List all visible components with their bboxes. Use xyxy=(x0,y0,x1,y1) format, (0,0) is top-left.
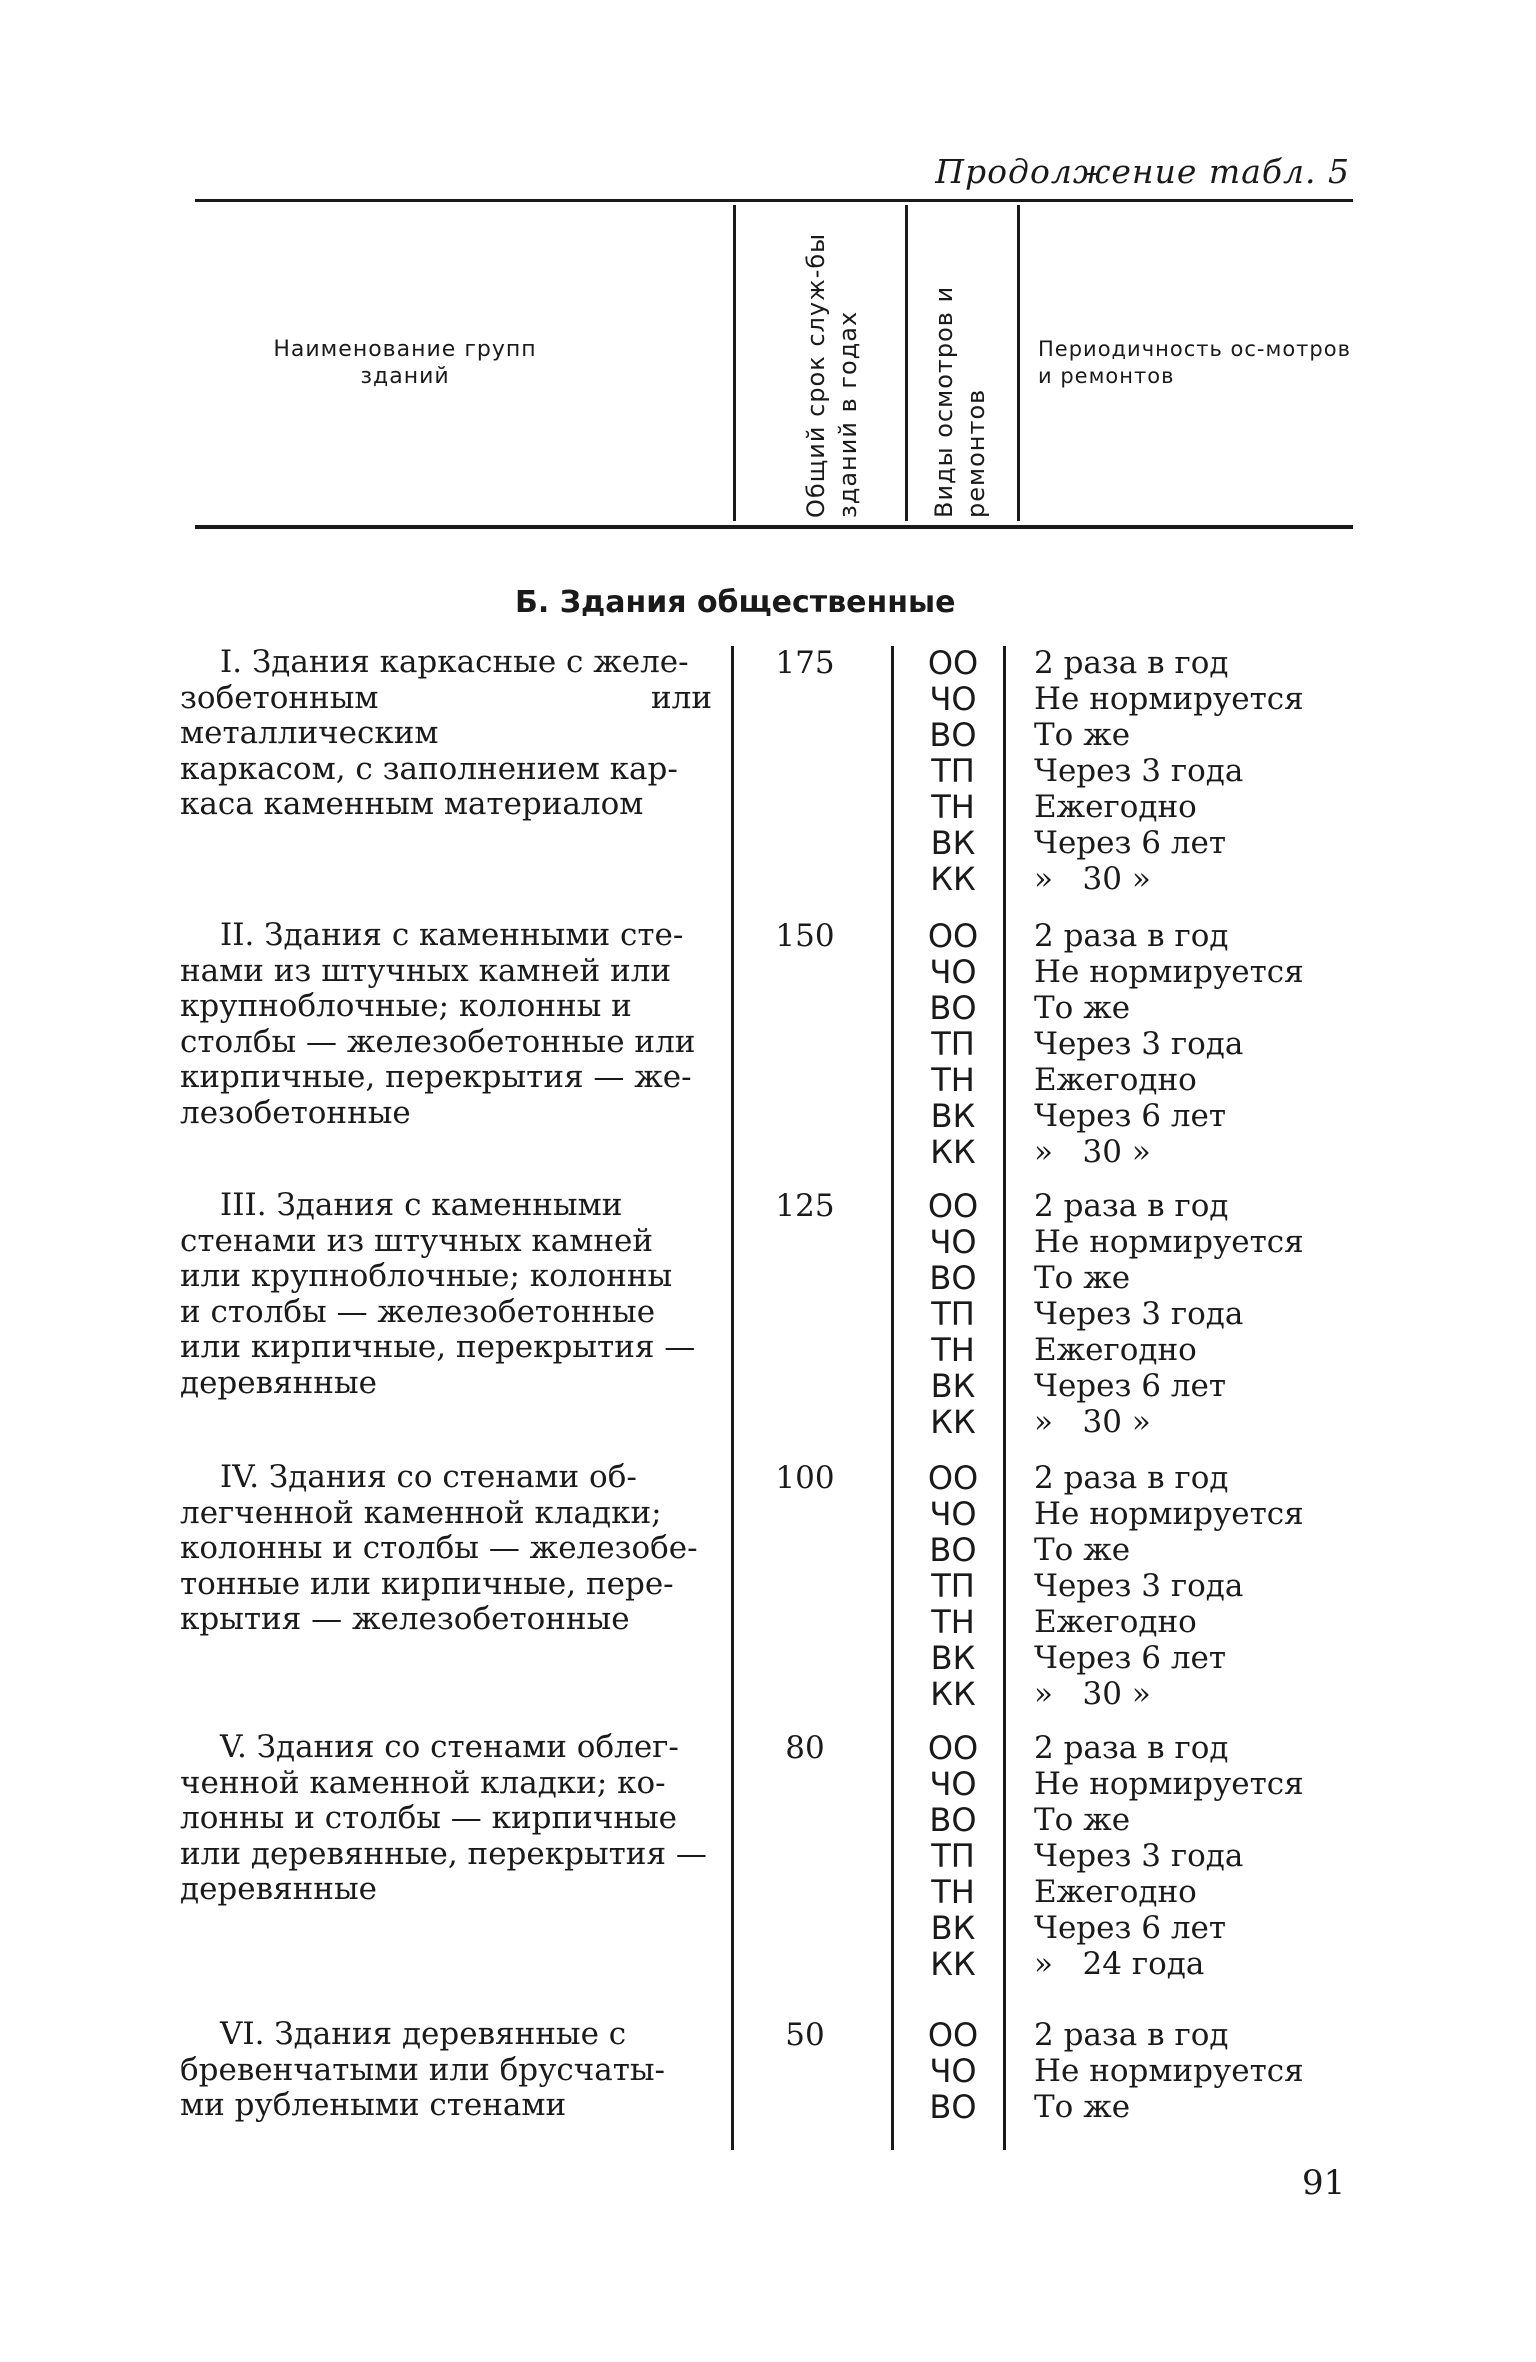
group-name-line: V. Здания со стенами облег- xyxy=(220,1729,679,1765)
group-name xyxy=(180,2017,712,2124)
periodicity-list xyxy=(1034,1730,1364,1982)
inspection-kind: ТН xyxy=(931,1603,975,1641)
periodicity-value: То же xyxy=(1034,1260,1131,1296)
group-name-line: зобетонным или металлическим xyxy=(180,679,712,751)
periodicity-value: Через 3 года xyxy=(1034,1838,1244,1874)
inspection-kind: ВО xyxy=(929,1801,977,1839)
inspection-kind: ЧО xyxy=(929,1765,977,1803)
inspection-kind: ВО xyxy=(929,989,977,1027)
inspection-kind: ОО xyxy=(927,1459,979,1497)
service-life-value: 50 xyxy=(785,2017,825,2053)
body-divider-1 xyxy=(731,646,734,2150)
inspection-kind: ЧО xyxy=(929,1495,977,1533)
periodicity-value: То же xyxy=(1034,990,1131,1026)
inspection-kind: ТП xyxy=(931,1025,975,1063)
periodicity-value: » 24 года xyxy=(1034,1946,1205,1982)
periodicity-value: 2 раза в год xyxy=(1034,1188,1229,1224)
inspection-kind: ВО xyxy=(929,1531,977,1569)
periodicity-value: Не нормируется xyxy=(1034,1224,1304,1260)
periodicity-value: » 30 » xyxy=(1034,1404,1151,1440)
inspection-kind: ЧО xyxy=(929,2052,977,2090)
periodicity-value: Не нормируется xyxy=(1034,2053,1304,2089)
inspection-kind: ТН xyxy=(931,1873,975,1911)
inspection-kind: ТН xyxy=(931,788,975,826)
periodicity-value: 2 раза в год xyxy=(1034,1460,1229,1496)
periodicity-value: » 30 » xyxy=(1034,1676,1151,1712)
periodicity-value: То же xyxy=(1034,1802,1131,1838)
inspection-kind: ЧО xyxy=(929,953,977,991)
inspection-kind: ОО xyxy=(927,917,979,955)
group-name-line: крытия — железобетонные xyxy=(180,1601,630,1637)
inspection-kind: КК xyxy=(930,1675,976,1713)
periodicity-value: Через 6 лет xyxy=(1034,825,1227,861)
periodicity-list xyxy=(1034,2017,1364,2125)
group-name-line: бревенчатыми или брусчаты- xyxy=(180,2051,665,2088)
periodicity-value: То же xyxy=(1034,717,1131,753)
periodicity-value: Не нормируется xyxy=(1034,681,1304,717)
inspection-kinds-list xyxy=(918,1188,988,1440)
inspection-kind: ОО xyxy=(927,1729,979,1767)
inspection-kinds-list xyxy=(918,1730,988,1982)
group-name xyxy=(180,645,712,823)
inspection-kind: КК xyxy=(930,1945,976,1983)
inspection-kinds-list xyxy=(918,2017,988,2125)
column-header-group-name: Наименование групп зданий xyxy=(273,337,537,389)
service-life-value: 80 xyxy=(785,1730,825,1766)
group-name-line: VI. Здания деревянные с xyxy=(220,2016,627,2052)
group-name-line: кирпичные, перекрытия — же- xyxy=(180,1059,692,1095)
group-name-line: деревянные xyxy=(180,1871,377,1907)
periodicity-value: Через 3 года xyxy=(1034,1568,1244,1604)
periodicity-value: 2 раза в год xyxy=(1034,1730,1229,1766)
service-life-value: 150 xyxy=(775,918,835,954)
inspection-kind: ТН xyxy=(931,1331,975,1369)
group-name-line: стенами из штучных камней xyxy=(180,1222,654,1259)
group-name-line: I. Здания каркасные с желе- xyxy=(220,644,689,680)
inspection-kind: ВО xyxy=(929,716,977,754)
service-life-value: 100 xyxy=(775,1460,835,1496)
group-name-line: лезобетонные xyxy=(180,1094,411,1131)
table-continuation-label: Продолжение табл. 5 xyxy=(935,152,1350,191)
inspection-kind: КК xyxy=(930,860,976,898)
inspection-kind: ТН xyxy=(931,1061,975,1099)
inspection-kind: ОО xyxy=(927,2016,979,2054)
group-name-line: или деревянные, перекрытия — xyxy=(180,1835,707,1872)
periodicity-value: Через 6 лет xyxy=(1034,1368,1227,1404)
section-title: Б. Здания общественные xyxy=(515,585,956,620)
inspection-kind: ВК xyxy=(930,824,976,862)
inspection-kind: ВО xyxy=(929,2088,977,2126)
inspection-kind: ЧО xyxy=(929,1223,977,1261)
periodicity-value: Через 6 лет xyxy=(1034,1098,1227,1134)
periodicity-list xyxy=(1034,918,1364,1170)
inspection-kind: ТП xyxy=(931,1567,975,1605)
column-header-inspection-kinds: Виды осмотров и ремонтов xyxy=(930,285,990,518)
group-name xyxy=(180,1188,712,1401)
periodicity-value: Ежегодно xyxy=(1034,1332,1197,1368)
periodicity-value: Через 6 лет xyxy=(1034,1910,1227,1946)
table-top-rule xyxy=(195,199,1353,202)
group-name-line: тонные или кирпичные, пере- xyxy=(180,1565,674,1602)
inspection-kind: ОО xyxy=(927,1187,979,1225)
periodicity-value: Не нормируется xyxy=(1034,1766,1304,1802)
service-life-value: 175 xyxy=(775,645,835,681)
inspection-kind: ОО xyxy=(927,644,979,682)
inspection-kind: ВК xyxy=(930,1097,976,1135)
group-name-line: ченной каменной кладки; ко- xyxy=(180,1764,666,1801)
inspection-kinds-list xyxy=(918,918,988,1170)
group-name-line: крупноблочные; колонны и xyxy=(180,988,632,1024)
periodicity-value: Не нормируется xyxy=(1034,954,1304,990)
group-name-line: легченной каменной кладки; xyxy=(180,1494,662,1531)
periodicity-value: То же xyxy=(1034,1532,1131,1568)
service-life-value: 125 xyxy=(775,1188,835,1224)
periodicity-value: » 30 » xyxy=(1034,861,1151,897)
periodicity-value: Через 6 лет xyxy=(1034,1640,1227,1676)
periodicity-value: 2 раза в год xyxy=(1034,2017,1229,2053)
group-name-line: столбы — железобетонные или xyxy=(180,1023,696,1060)
periodicity-value: Ежегодно xyxy=(1034,1874,1197,1910)
inspection-kind: КК xyxy=(930,1403,976,1441)
periodicity-value: Ежегодно xyxy=(1034,1062,1197,1098)
inspection-kind: ВК xyxy=(930,1367,976,1405)
inspection-kind: ТП xyxy=(931,752,975,790)
periodicity-value: 2 раза в год xyxy=(1034,645,1229,681)
inspection-kind: ТП xyxy=(931,1837,975,1875)
group-name-line: ми рублеными стенами xyxy=(180,2087,567,2123)
inspection-kind: ВО xyxy=(929,1259,977,1297)
group-name-line: каркасом, с заполнением кар- xyxy=(180,750,678,787)
group-name-line: нами из штучных камней или xyxy=(180,952,672,989)
periodicity-value: Через 3 года xyxy=(1034,753,1244,789)
group-name-line: лонны и столбы — кирпичные xyxy=(180,1800,678,1836)
periodicity-list xyxy=(1034,1460,1364,1712)
inspection-kind: ЧО xyxy=(929,680,977,718)
header-divider-1 xyxy=(733,205,736,521)
periodicity-value: То же xyxy=(1034,2089,1131,2125)
periodicity-value: Через 3 года xyxy=(1034,1296,1244,1332)
body-divider-2 xyxy=(891,646,894,2150)
inspection-kinds-list xyxy=(918,1460,988,1712)
periodicity-list xyxy=(1034,645,1364,897)
group-name-line: деревянные xyxy=(180,1364,377,1401)
inspection-kind: ВК xyxy=(930,1909,976,1947)
group-name-line: IV. Здания со стенами об- xyxy=(220,1459,637,1495)
group-name xyxy=(180,1460,712,1638)
periodicity-list xyxy=(1034,1188,1364,1440)
periodicity-value: » 30 » xyxy=(1034,1134,1151,1170)
group-name-line: каса каменным материалом xyxy=(180,786,644,822)
periodicity-value: Не нормируется xyxy=(1034,1496,1304,1532)
body-divider-3 xyxy=(1003,646,1006,2150)
table-header-rule xyxy=(195,525,1353,529)
group-name-line: и столбы — железобетонные xyxy=(180,1293,656,1330)
group-name-line: или крупноблочные; колонны xyxy=(180,1258,673,1294)
group-name xyxy=(180,1730,712,1908)
column-header-service-life: Общий срок служ-бы зданий в годах xyxy=(802,232,862,518)
periodicity-value: Через 3 года xyxy=(1034,1026,1244,1062)
inspection-kind: ТП xyxy=(931,1295,975,1333)
group-name-line: III. Здания с каменными xyxy=(220,1187,623,1223)
group-name-line: II. Здания с каменными сте- xyxy=(220,917,684,953)
group-name-line: или кирпичные, перекрытия — xyxy=(180,1329,696,1365)
periodicity-value: Ежегодно xyxy=(1034,1604,1197,1640)
page-number: 91 xyxy=(1302,2163,1346,2203)
periodicity-value: Ежегодно xyxy=(1034,789,1197,825)
periodicity-value: 2 раза в год xyxy=(1034,918,1229,954)
inspection-kind: КК xyxy=(930,1133,976,1171)
group-name-line: колонны и столбы — железобе- xyxy=(180,1530,698,1566)
inspection-kinds-list xyxy=(918,645,988,897)
inspection-kind: ВК xyxy=(930,1639,976,1677)
group-name xyxy=(180,918,712,1131)
column-header-periodicity: Периодичность ос-мотров и ремонтов xyxy=(1038,337,1351,388)
